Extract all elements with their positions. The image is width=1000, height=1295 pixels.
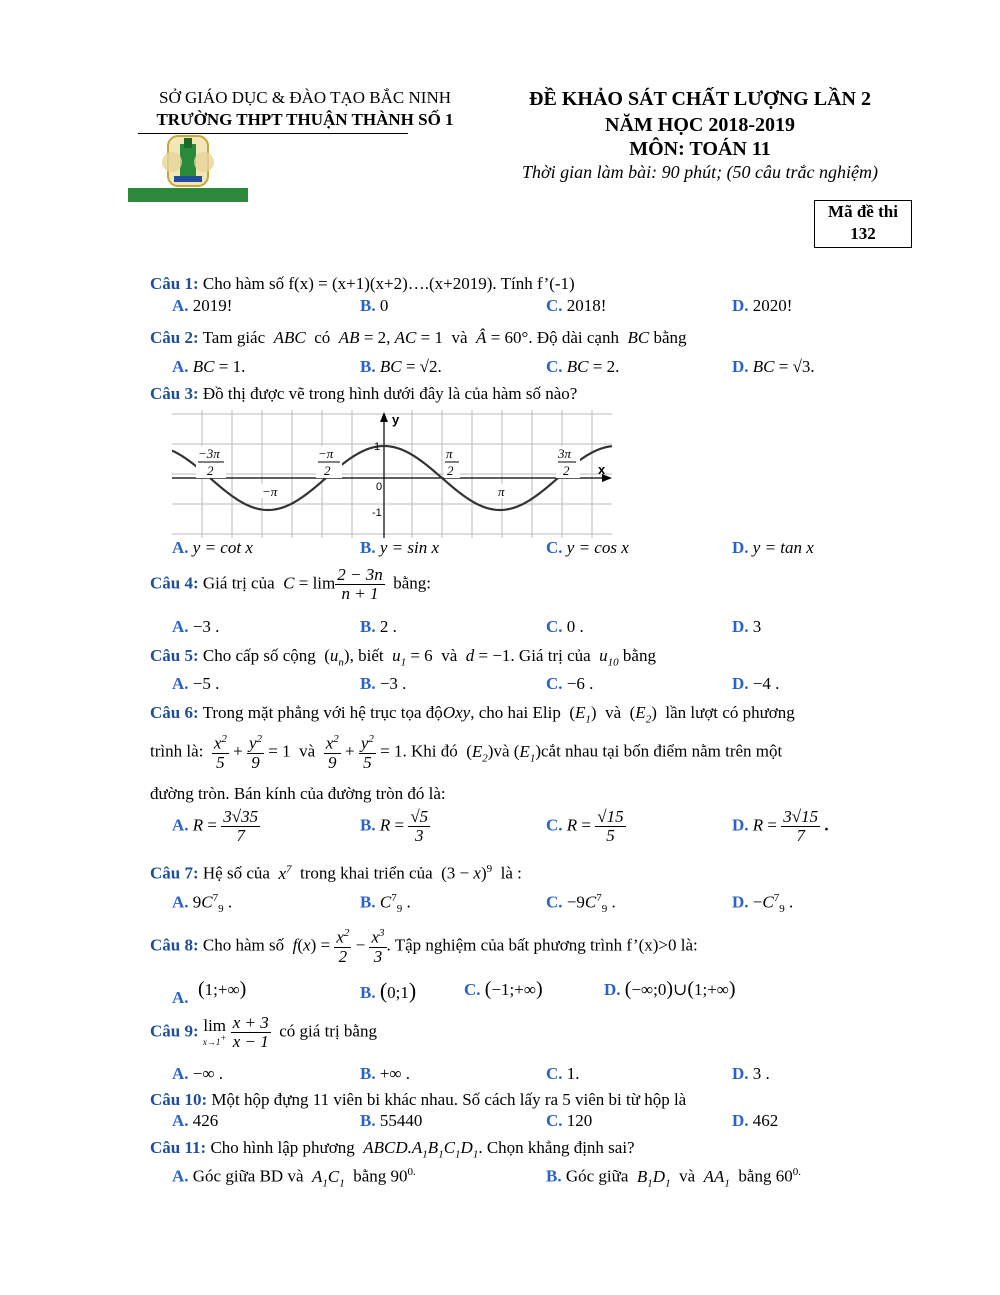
question-7: Câu 7: Hệ số của $x^7$ trong khai triển của $(3 - x)^9$ là : (150, 863, 522, 883)
school-year: NĂM HỌC 2018-2019 (605, 114, 795, 136)
option-b: 55440 (379, 1111, 423, 1130)
option-b: y = sin x (379, 538, 439, 557)
option-c: 120 (566, 1111, 593, 1130)
option-d: 3 . (752, 1064, 770, 1083)
svg-text:2: 2 (563, 463, 570, 478)
question-11: Câu 11: Cho hình lập phương $ABCD.A_1B_1C_1D_1$. Chọn khẳng định sai? (150, 1138, 635, 1161)
svg-text:2: 2 (447, 463, 454, 478)
option-c: −6 . (566, 674, 594, 693)
option-a: −∞ . (192, 1064, 223, 1083)
option-c: 0 . (566, 617, 584, 636)
option-a: y = cot x (192, 538, 253, 557)
option-c: 1. (566, 1064, 580, 1083)
option-a: 2019! (192, 296, 233, 315)
school-logo (128, 132, 248, 204)
svg-text:−π: −π (318, 446, 334, 461)
cosine-graph (172, 410, 612, 538)
option-d: −4 . (752, 674, 780, 693)
option-c: BC (566, 357, 589, 376)
tick-1: 1 (374, 441, 381, 453)
option-a: −5 . (192, 674, 220, 693)
option-b: −3 . (379, 674, 407, 693)
option-d: 2020! (752, 296, 793, 315)
exam-code-label: Mã đề thi (828, 202, 898, 221)
svg-text:3π: 3π (558, 446, 572, 461)
tick-minus-1: -1 (372, 507, 382, 519)
question-9: Câu 9: lim x→1+ $\frac{x + 3}{x - 1}$ có giá trị bằng (150, 1013, 377, 1051)
svg-text:2: 2 (324, 463, 331, 478)
question-label: Câu 1: (150, 274, 199, 293)
exam-code: 132 (850, 224, 876, 243)
svg-text:−3π: −3π (198, 446, 220, 461)
school-name: TRƯỜNG THPT THUẬN THÀNH SỐ 1 (156, 110, 454, 129)
option-d: y = tan x (752, 538, 814, 557)
option-b: 0 (379, 296, 389, 315)
question-text: Cho hàm số f(x) = (x+1)(x+2)….(x+2019). Tính f’(-1) (202, 274, 575, 293)
option-b: +∞ . (379, 1064, 411, 1083)
exam-time: Thời gian làm bài: 90 phút; (50 câu trắc nghiệm) (521, 162, 879, 182)
y-label: y (392, 412, 400, 427)
svg-text:π: π (446, 446, 453, 461)
option-a: 426 (192, 1111, 219, 1130)
svg-text:π: π (498, 484, 505, 499)
option-b: 2 . (379, 617, 397, 636)
option-a: −3 . (192, 617, 220, 636)
exam-title: ĐỀ KHẢO SÁT CHẤT LƯỢNG LẦN 2 (529, 88, 871, 110)
question-1 (150, 274, 575, 294)
question-4: Câu 4: Giá trị của C = lim $\frac{2 - 3n}{n + 1}$ bằng: (150, 565, 432, 603)
question-8: Câu 8: Cho hàm số f(x) = $\frac{x^2}{2}$ − $\frac{x^3}{3}$ . Tập nghiệm của bất phương trình f’(x)>0 là: (150, 927, 698, 966)
department-name: SỞ GIÁO DỤC & ĐÀO TẠO BẮC NINH (159, 88, 451, 107)
svg-text:−π: −π (262, 484, 278, 499)
question-6: Câu 6: Trong mặt phẳng với hệ trục tọa độOxy, cho hai Elip $(E_1)$ và $(E_2)$ lần lượt có phương (150, 703, 795, 726)
svg-text:2: 2 (207, 463, 214, 478)
question-5: Câu 5: Cho cấp số cộng $(u_n)$, biết $u_1 = 6$ và d = −1. Giá trị của $u_{10}$ bằng (150, 646, 656, 669)
option-d: 462 (752, 1111, 779, 1130)
x-label: x (598, 462, 606, 477)
option-a: BC (192, 357, 215, 376)
question-10: Câu 10: Một hộp đựng 11 viên bi khác nhau. Số cách lấy ra 5 viên bi từ hộp là (150, 1090, 687, 1109)
subject: MÔN: TOÁN 11 (629, 138, 771, 160)
question-6-line-2: trình là: $\frac{x^2}{5}$ + $\frac{y^2}{9}$ = 1 và $\frac{x^2}{9}$ + $\frac{y^2}{5}$ = 1. Khi đó $(E_2)và$ $(E_1)cắt$ nhau tại bốn điểm nằm trên một (150, 733, 783, 772)
question-6-line-3: đường tròn. Bán kính của đường tròn đó là: (150, 784, 446, 803)
exam-code-box (814, 200, 912, 248)
tick-0: 0 (376, 481, 383, 493)
option-c: 2018! (566, 296, 607, 315)
question-3: Câu 3: Đồ thị được vẽ trong hình dưới đây là của hàm số nào? (150, 384, 578, 403)
question-2: Câu 2: Tam giác ABC có AB = 2, AC = 1 và Â = 60°. Độ dài cạnh BC bằng (150, 328, 687, 347)
option-d: BC (752, 357, 775, 376)
option-b: BC (379, 357, 402, 376)
option-c: y = cos x (566, 538, 629, 557)
option-d: 3 (752, 617, 762, 636)
